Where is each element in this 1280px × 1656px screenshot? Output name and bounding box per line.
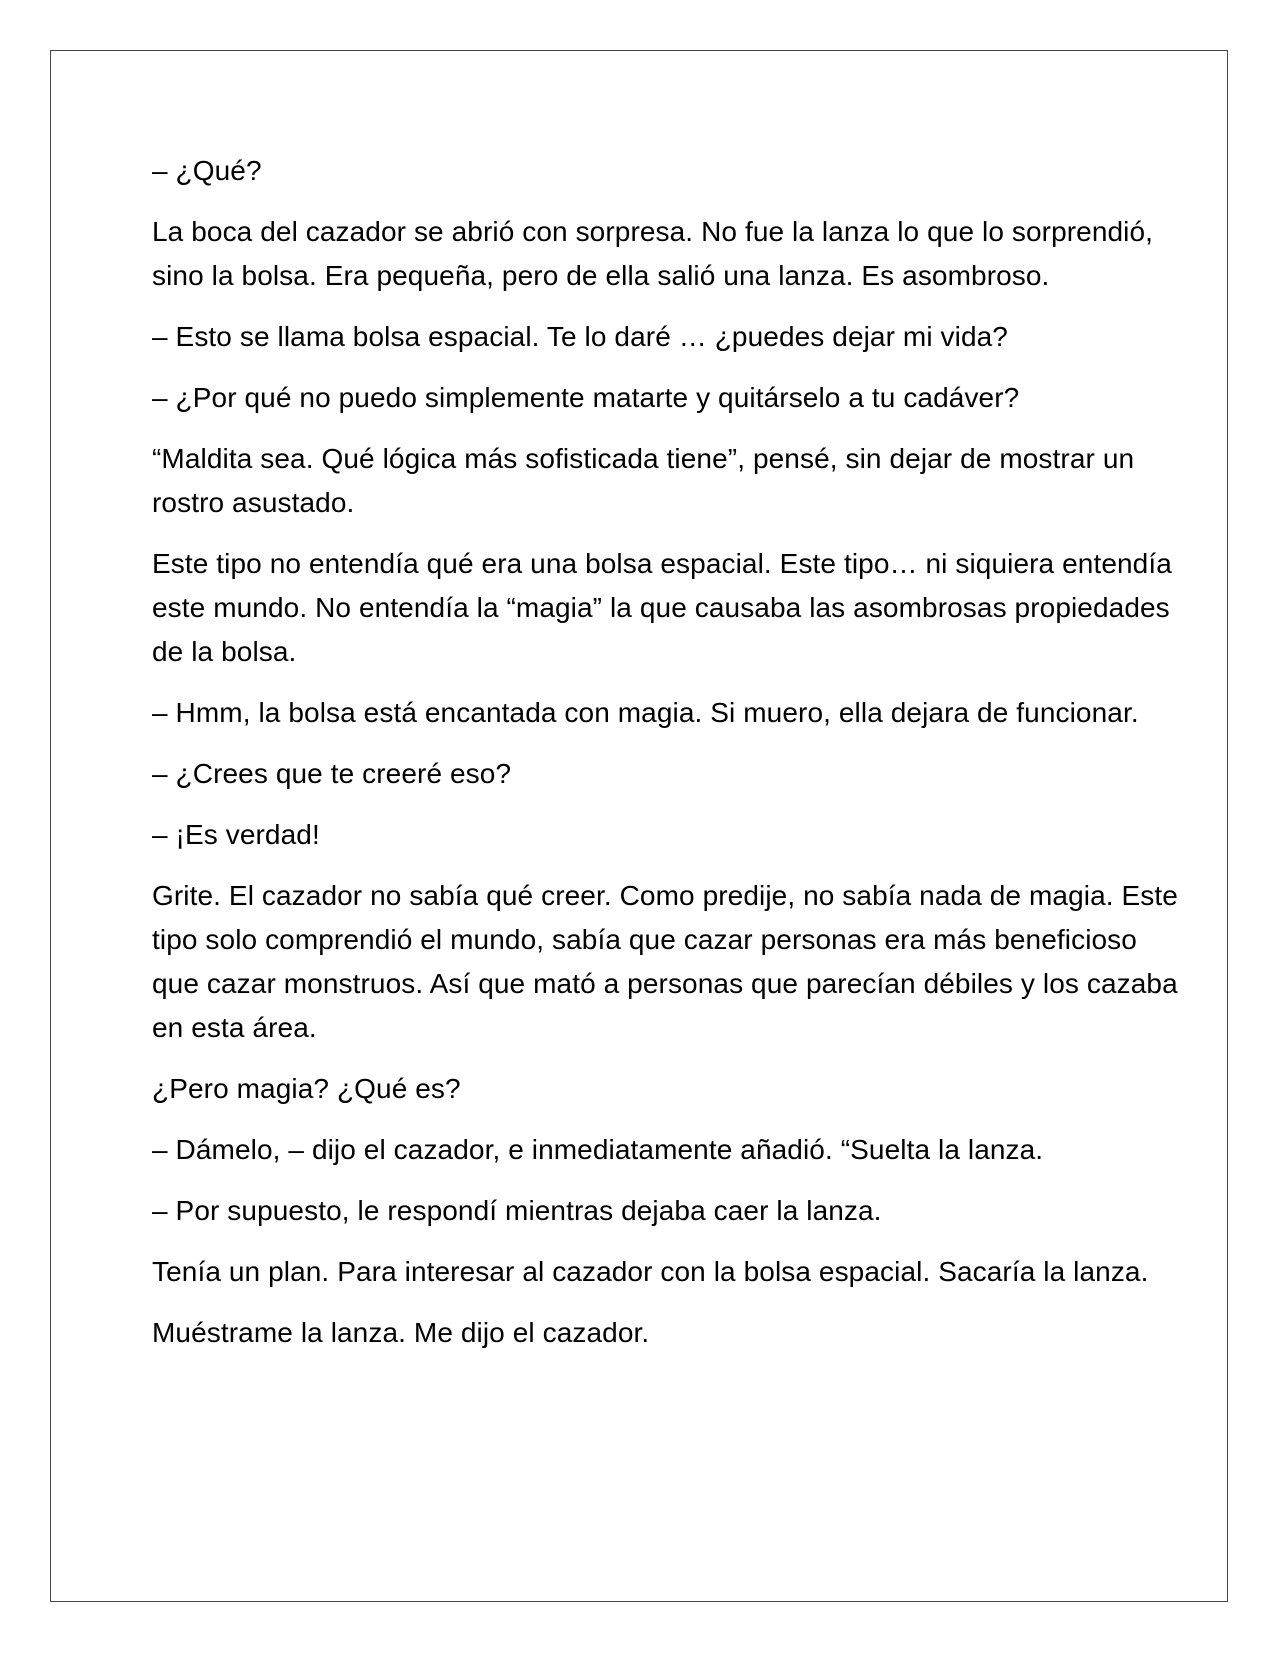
paragraph: Tenía un plan. Para interesar al cazador con la bolsa espacial. Sacaría la lanza. (152, 1256, 1149, 1287)
paragraph: Este tipo no entendía qué era una bolsa espacial. Este tipo… ni siquiera entendía este mundo. No entendía la “magia” la que causaba las asombrosas propiedades de la bolsa. (152, 548, 1172, 667)
paragraph: – Dámelo, – dijo el cazador, e inmediatamente añadió. “Suelta la lanza. (152, 1134, 1044, 1165)
paragraph: Grite. El cazador no sabía qué creer. Como predije, no sabía nada de magia. Este tipo solo comprendió el mundo, sabía que cazar personas era más beneficioso que cazar monstruos. Así que mató a personas que parecían débiles y los cazaba en esta área. (152, 880, 1178, 1043)
paragraph: – ¿Crees que te creeré eso? (152, 758, 512, 789)
page-frame (50, 50, 1228, 1602)
paragraph: ¿Pero magia? ¿Qué es? (152, 1073, 461, 1104)
paragraph: – ¿Qué? (152, 155, 262, 186)
paragraph: – Hmm, la bolsa está encantada con magia. Si muero, ella dejara de funcionar. (152, 697, 1139, 728)
paragraph: – ¿Por qué no puedo simplemente matarte y quitárselo a tu cadáver? (152, 382, 1020, 413)
paragraph: Muéstrame la lanza. Me dijo el cazador. (152, 1317, 650, 1348)
paragraph: “Maldita sea. Qué lógica más sofisticada tiene”, pensé, sin dejar de mostrar un rostro asustado. (152, 443, 1135, 518)
paragraph: La boca del cazador se abrió con sorpresa. No fue la lanza lo que lo sorprendió, sino la bolsa. Era pequeña, pero de ella salió una lanza. Es asombroso. (152, 216, 1154, 291)
paragraph: – Por supuesto, le respondí mientras dejaba caer la lanza. (152, 1195, 882, 1226)
document-body (152, 149, 1182, 1372)
paragraph: – Esto se llama bolsa espacial. Te lo daré … ¿puedes dejar mi vida? (152, 321, 1008, 352)
paragraph: – ¡Es verdad! (152, 819, 320, 850)
